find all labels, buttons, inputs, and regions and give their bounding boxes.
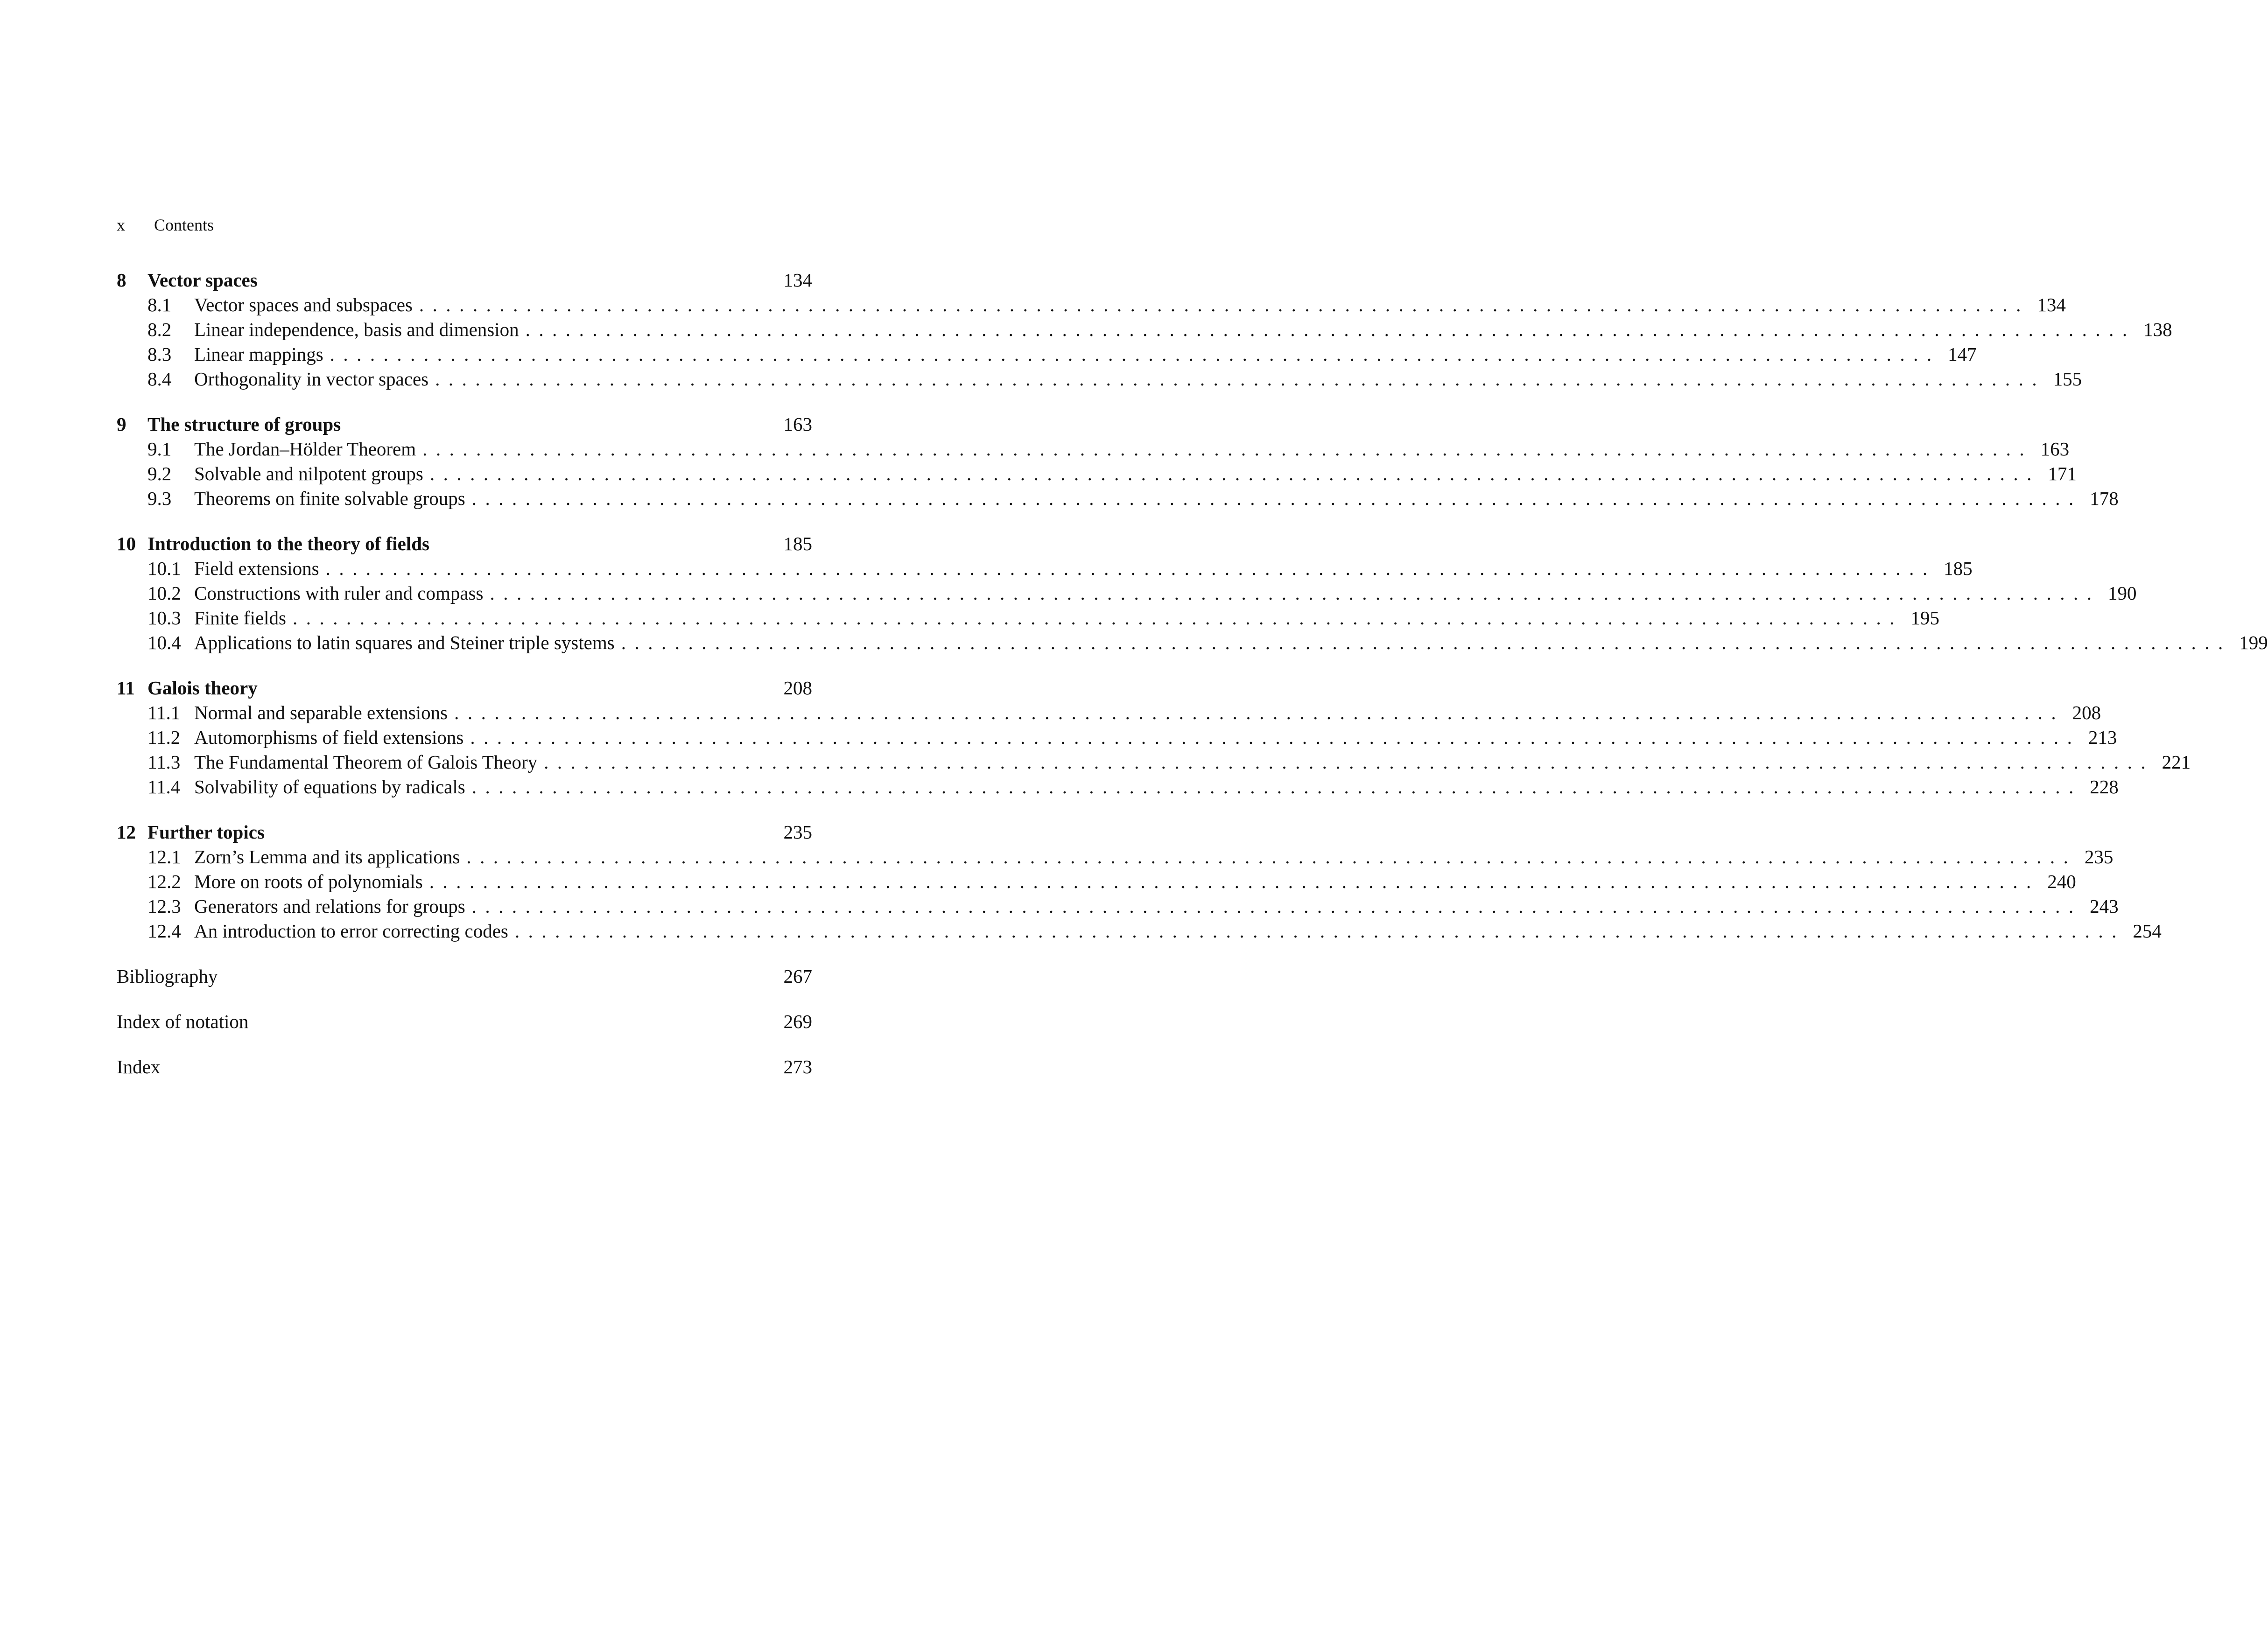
dot-leader: ........................................................................................................................	[330, 343, 1940, 365]
backmatter-entry[interactable]	[117, 964, 812, 989]
dot-leader: ........................................................................................................................	[525, 319, 2136, 340]
dot-leader: ........................................................................................................................	[419, 294, 2029, 315]
section-title: Field extensions	[194, 558, 319, 579]
section-page: 163	[2040, 438, 2070, 460]
chapter-entry[interactable]	[117, 820, 812, 845]
section-page: 138	[2143, 319, 2172, 340]
section-title: Constructions with ruler and compass	[194, 582, 484, 604]
backmatter-title: Index	[117, 1056, 161, 1077]
chapter-number: 9	[117, 413, 126, 435]
section-number: 12.3	[147, 895, 181, 917]
section-title: Linear independence, basis and dimension	[194, 319, 519, 340]
section-page: 195	[1910, 607, 1940, 629]
dot-leader: ........................................................................................................................	[429, 463, 2040, 484]
section-title: Linear mappings	[194, 343, 323, 365]
section-entry[interactable]	[117, 581, 2137, 606]
section-page: 147	[1948, 343, 1977, 365]
chapter-page: 163	[783, 413, 812, 435]
section-entry[interactable]	[117, 462, 2077, 486]
section-entry[interactable]	[117, 845, 2114, 869]
section-page: 243	[2090, 895, 2119, 917]
section-title: The Fundamental Theorem of Galois Theory	[194, 751, 538, 773]
section-entry[interactable]	[117, 775, 2119, 799]
section-title: An introduction to error correcting codes	[194, 920, 508, 942]
section-number: 10.3	[147, 607, 181, 629]
section-page: 155	[2053, 368, 2082, 390]
section-page: 134	[2037, 294, 2066, 315]
section-entry[interactable]	[117, 919, 2162, 944]
section-page: 240	[2047, 871, 2076, 892]
section-page: 178	[2090, 488, 2119, 509]
table-of-contents	[117, 268, 2268, 1100]
toc-chapter	[117, 676, 2191, 799]
section-number: 10.1	[147, 558, 181, 579]
section-page: 185	[1944, 558, 1973, 579]
section-number: 11.4	[147, 776, 181, 798]
section-number: 12.2	[147, 871, 181, 892]
section-entry[interactable]	[117, 293, 2066, 317]
chapter-page: 134	[783, 269, 812, 291]
chapter-title: Galois theory	[147, 677, 258, 699]
dot-leader: ........................................................................................................................	[544, 751, 2155, 773]
section-number: 10.4	[147, 632, 181, 653]
section-number: 8.2	[147, 319, 172, 340]
section-number: 11.1	[147, 702, 181, 723]
dot-leader: ........................................................................................................................	[422, 438, 2033, 460]
running-title: Contents	[154, 216, 214, 234]
dot-leader: ........................................................................................................................	[454, 702, 2065, 723]
backmatter-title: Index of notation	[117, 1011, 249, 1032]
section-page: 254	[2133, 920, 2162, 942]
dot-leader: ........................................................................................................................	[435, 368, 2046, 390]
chapter-title: Further topics	[147, 821, 265, 843]
chapter-page: 208	[783, 677, 812, 699]
backmatter-title: Bibliography	[117, 965, 218, 987]
backmatter-entry[interactable]	[117, 1055, 812, 1079]
chapter-number: 11	[117, 677, 135, 699]
section-number: 11.3	[147, 751, 181, 773]
section-entry[interactable]	[117, 725, 2117, 750]
section-page: 190	[2107, 582, 2137, 604]
section-number: 11.2	[147, 727, 181, 748]
chapter-entry[interactable]	[117, 268, 812, 293]
section-entry[interactable]	[117, 556, 1973, 581]
section-title: Automorphisms of field extensions	[194, 727, 464, 748]
dot-leader: ........................................................................................................................	[471, 895, 2082, 917]
toc-chapter	[117, 820, 2162, 944]
chapter-page: 235	[783, 821, 812, 843]
section-page: 171	[2048, 463, 2077, 484]
section-entry[interactable]	[117, 700, 2101, 725]
chapter-title: Introduction to the theory of fields	[147, 533, 429, 554]
toc-backmatter	[117, 964, 812, 1079]
section-title: Normal and separable extensions	[194, 702, 448, 723]
toc-chapter	[117, 268, 2172, 392]
chapter-number: 10	[117, 533, 136, 554]
section-number: 9.2	[147, 463, 172, 484]
section-title: Vector spaces and subspaces	[194, 294, 413, 315]
toc-chapter	[117, 412, 2119, 511]
section-number: 9.1	[147, 438, 172, 460]
section-title: Applications to latin squares and Steiner triple systems	[194, 632, 615, 653]
chapter-entry[interactable]	[117, 676, 812, 700]
chapter-number: 8	[117, 269, 126, 291]
section-page: 235	[2084, 846, 2114, 867]
section-entry[interactable]	[117, 437, 2070, 462]
dot-leader: ........................................................................................................................	[293, 607, 1903, 629]
dot-leader: ........................................................................................................................	[470, 727, 2081, 748]
dot-leader: ........................................................................................................................	[621, 632, 2232, 653]
section-title: Finite fields	[194, 607, 287, 629]
section-entry[interactable]	[117, 486, 2119, 511]
section-number: 10.2	[147, 582, 181, 604]
section-page: 208	[2072, 702, 2101, 723]
chapter-entry[interactable]	[117, 532, 812, 556]
chapter-page: 185	[783, 533, 812, 554]
section-title: Orthogonality in vector spaces	[194, 368, 429, 390]
section-entry[interactable]	[117, 367, 2082, 392]
chapter-entry[interactable]	[117, 412, 812, 437]
section-entry[interactable]	[117, 869, 2076, 894]
section-page: 221	[2162, 751, 2191, 773]
chapter-number: 12	[117, 821, 136, 843]
section-number: 9.3	[147, 488, 172, 509]
section-entry[interactable]	[117, 630, 2268, 655]
folio: x	[117, 216, 125, 234]
section-entry[interactable]	[117, 750, 2191, 775]
section-entry[interactable]	[117, 317, 2172, 342]
running-head	[117, 214, 214, 236]
section-number: 12.4	[147, 920, 181, 942]
section-number: 8.3	[147, 343, 172, 365]
section-title: Solvable and nilpotent groups	[194, 463, 423, 484]
section-entry[interactable]	[117, 894, 2119, 919]
dot-leader: ........................................................................................................................	[471, 488, 2082, 509]
section-page: 213	[2088, 727, 2117, 748]
section-title: Zorn’s Lemma and its applications	[194, 846, 460, 867]
document-page	[117, 0, 2268, 1637]
backmatter-page: 267	[783, 965, 812, 987]
section-title: Solvability of equations by radicals	[194, 776, 465, 798]
dot-leader: ........................................................................................................................	[490, 582, 2100, 604]
dot-leader: ........................................................................................................................	[514, 920, 2125, 942]
backmatter-page: 269	[783, 1011, 812, 1032]
backmatter-entry[interactable]	[117, 1009, 812, 1034]
section-title: More on roots of polynomials	[194, 871, 423, 892]
section-entry[interactable]	[117, 342, 1977, 367]
chapter-title: The structure of groups	[147, 413, 341, 435]
backmatter-page: 273	[783, 1056, 812, 1077]
chapter-title: Vector spaces	[147, 269, 258, 291]
dot-leader: ........................................................................................................................	[429, 871, 2040, 892]
dot-leader: ........................................................................................................................	[471, 776, 2082, 798]
section-entry[interactable]	[117, 606, 1940, 630]
dot-leader: ........................................................................................................................	[325, 558, 1936, 579]
section-page: 228	[2090, 776, 2119, 798]
section-page: 199	[2239, 632, 2268, 653]
section-number: 8.1	[147, 294, 172, 315]
dot-leader: ........................................................................................................................	[466, 846, 2077, 867]
section-title: Generators and relations for groups	[194, 895, 465, 917]
section-number: 12.1	[147, 846, 181, 867]
section-title: The Jordan–Hölder Theorem	[194, 438, 416, 460]
toc-chapter	[117, 532, 2268, 655]
section-title: Theorems on finite solvable groups	[194, 488, 465, 509]
section-number: 8.4	[147, 368, 172, 390]
